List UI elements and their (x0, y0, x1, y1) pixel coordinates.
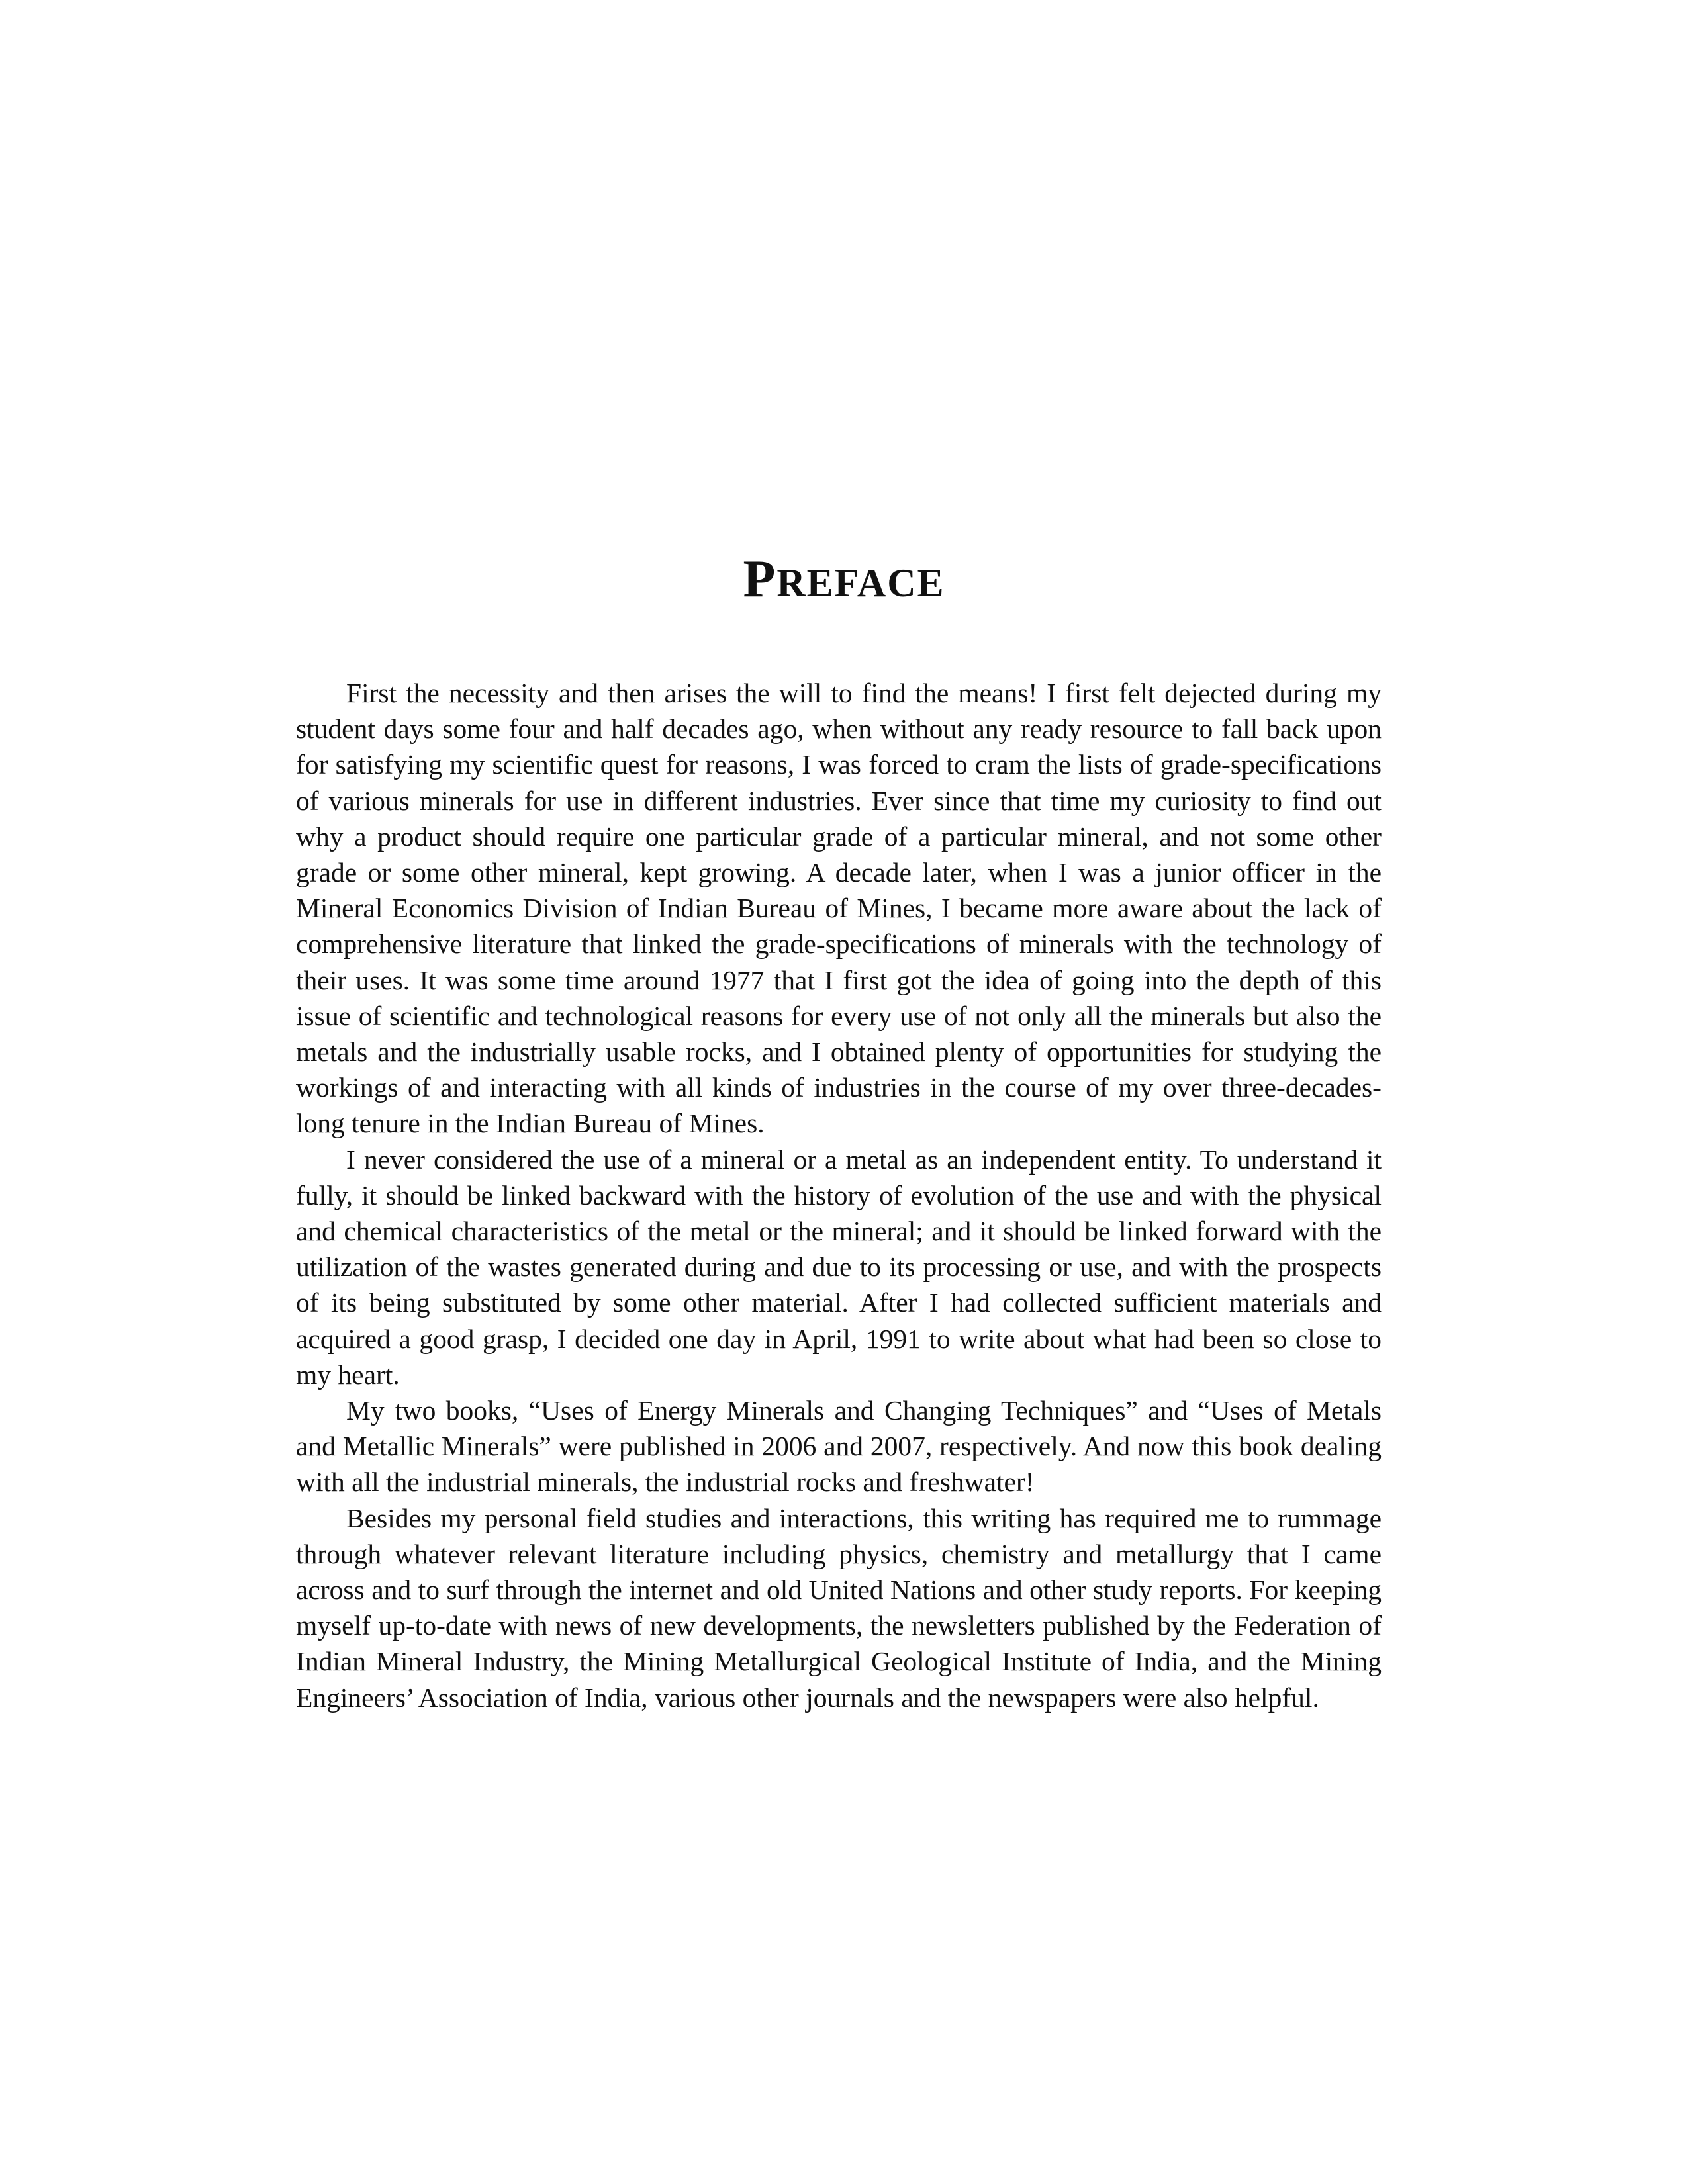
paragraph-2: I never considered the use of a mineral or a metal as an independent entity. To understand it fully, it should be linked backward with the history of evolution of the use and with the physical and chemical characteristics of the metal or the mineral; and it should be linked forward with the utilization of the wastes generated during and due to its processing or use, and with the prospects of its being substituted by some other material. After I had collected sufficient materials and acquired a good grasp, I decided one day in April, 1991 to write about what had been so close to my heart. (296, 1144, 1382, 1390)
page-title-initial: P (743, 550, 777, 608)
page-title (0, 549, 1688, 610)
paragraph-3: My two books, “Uses of Energy Minerals and Changing Techniques” and “Uses of Metals and Metallic Minerals” were published in 2006 and 2007, respectively. And now this book dealing with all the industrial minerals, the industrial rocks and freshwater! (296, 1395, 1382, 1498)
page-title-rest: REFACE (776, 561, 945, 605)
preface-body (296, 675, 1382, 1715)
paragraph-4: Besides my personal field studies and interactions, this writing has required me to rummage through whatever relevant literature including physics, chemistry and metallurgy that I came across and to surf through the internet and old United Nations and other study reports. For keeping myself up-to-date with news of new developments, the newsletters published by the Federation of Indian Mineral Industry, the Mining Metallurgical Geological Institute of India, and the Mining Engineers’ Association of India, various other journals and the newspapers were also helpful. (296, 1502, 1382, 1713)
paragraph-1: First the necessity and then arises the will to find the means! I first felt dejected during my student days some four and half decades ago, when without any ready resource to fall back upon for satisfying my scientific quest for reasons, I was forced to cram the lists of grade-specifications of various minerals for use in different industries. Ever since that time my curiosity to find out why a product should require one particular grade of a particular mineral, and not some other grade or some other mineral, kept growing. A decade later, when I was a junior officer in the Mineral Economics Division of Indian Bureau of Mines, I became more aware about the lack of comprehensive literature that linked the grade-specifications of minerals with the technology of their uses. It was some time around 1977 that I first got the idea of going into the depth of this issue of scientific and technological reasons for every use of not only all the minerals but also the metals and the industrially usable rocks, and I obtained plenty of opportunities for studying the workings of and interacting with all kinds of industries in the course of my over three-decades-long tenure in the Indian Bureau of Mines. (296, 678, 1382, 1139)
